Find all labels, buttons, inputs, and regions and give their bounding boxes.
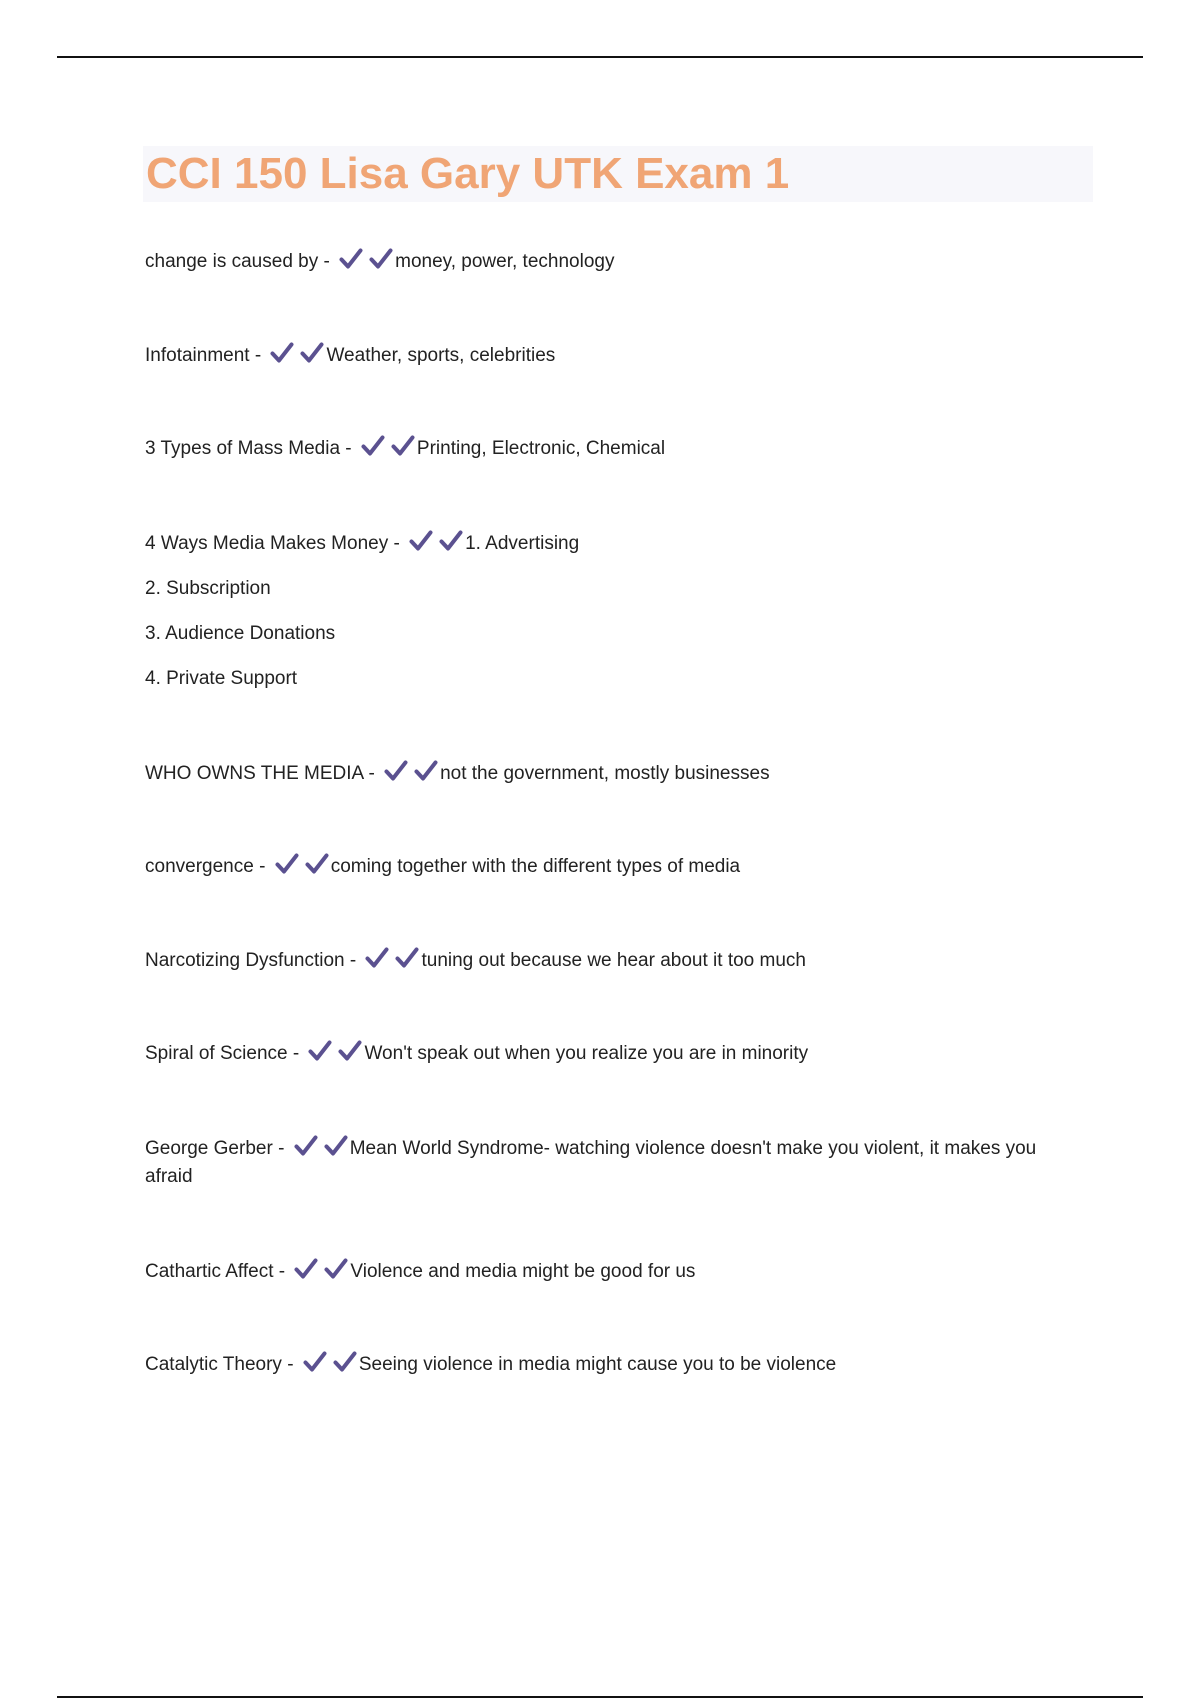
- qa-separator: -: [340, 438, 357, 459]
- qa-separator: -: [273, 1261, 291, 1282]
- checkmark-icon: [361, 435, 385, 457]
- checkmark-icon: [391, 435, 415, 457]
- checkmark-icon: [300, 342, 324, 364]
- qa-line: [145, 435, 1065, 463]
- qa-answer-line: 2. Subscription: [145, 578, 271, 599]
- qa-item: [145, 530, 1065, 693]
- qa-item: [145, 760, 1065, 788]
- checkmark-icon: [324, 1258, 348, 1280]
- checkmark-icon: [338, 1040, 362, 1062]
- qa-line: [145, 760, 1065, 788]
- title-band: [143, 146, 1093, 202]
- qa-item: [145, 435, 1065, 463]
- qa-separator: -: [388, 533, 406, 554]
- qa-answer: 1. Advertising: [465, 533, 580, 554]
- qa-term: WHO OWNS THE MEDIA: [145, 763, 364, 784]
- qa-answer: tuning out because we hear about it too much: [421, 950, 806, 971]
- qa-separator: -: [287, 1043, 305, 1064]
- checkmark-icon: [324, 1135, 348, 1157]
- qa-answer: Weather, sports, celebrities: [326, 345, 556, 366]
- qa-line: [145, 1351, 1065, 1379]
- qa-line: [145, 342, 1065, 370]
- qa-line: [145, 1258, 1065, 1286]
- double-check: [294, 1258, 348, 1280]
- double-check: [308, 1040, 362, 1062]
- double-check: [409, 530, 463, 552]
- checkmark-icon: [409, 530, 433, 552]
- qa-answer: Mean World Syndrome- watching violence doesn't make you violent, it makes you afraid: [145, 1138, 1037, 1187]
- qa-line: [145, 248, 1065, 276]
- qa-term: convergence: [145, 856, 254, 877]
- qa-answer-line: 4. Private Support: [145, 668, 298, 689]
- qa-term: Narcotizing Dysfunction: [145, 950, 345, 971]
- checkmark-icon: [305, 853, 329, 875]
- checkmark-icon: [308, 1040, 332, 1062]
- checkmark-icon: [395, 947, 419, 969]
- qa-line: [145, 1040, 1065, 1068]
- qa-separator: -: [272, 1138, 290, 1159]
- qa-term: Spiral of Science: [145, 1043, 288, 1064]
- qa-answer: Violence and media might be good for us: [350, 1261, 696, 1282]
- double-check: [270, 342, 324, 364]
- qa-term: Infotainment: [145, 345, 250, 366]
- qa-separator: -: [249, 345, 267, 366]
- bottom-rule: [57, 1696, 1143, 1698]
- checkmark-icon: [339, 248, 363, 270]
- double-check: [361, 435, 415, 457]
- checkmark-icon: [365, 947, 389, 969]
- double-check: [339, 248, 393, 270]
- qa-item: [145, 1351, 1065, 1379]
- qa-term: Cathartic Affect: [145, 1261, 274, 1282]
- document-title: CCI 150 Lisa Gary UTK Exam 1: [146, 149, 790, 198]
- qa-term: Catalytic Theory: [145, 1354, 282, 1375]
- qa-line: [145, 947, 1065, 975]
- qa-item: [145, 947, 1065, 975]
- qa-line: [145, 853, 1065, 881]
- qa-line: [145, 1135, 1065, 1191]
- double-check: [294, 1135, 348, 1157]
- qa-term: 4 Ways Media Makes Money: [145, 533, 389, 554]
- qa-answer: Seeing violence in media might cause you to be violence: [358, 1354, 837, 1375]
- double-check: [275, 853, 329, 875]
- qa-separator: -: [344, 950, 362, 971]
- checkmark-icon: [303, 1351, 327, 1373]
- qa-item: [145, 248, 1065, 276]
- checkmark-icon: [439, 530, 463, 552]
- qa-term: 3 Types of Mass Media: [145, 438, 341, 459]
- qa-item: [145, 853, 1065, 881]
- qa-separator: -: [253, 856, 271, 877]
- qa-answer-line: 3. Audience Donations: [145, 623, 336, 644]
- checkmark-icon: [414, 760, 438, 782]
- qa-answer: money, power, technology: [395, 251, 615, 272]
- checkmark-icon: [294, 1258, 318, 1280]
- qa-line: [145, 530, 1065, 558]
- qa-separator: -: [281, 1354, 299, 1375]
- double-check: [303, 1351, 357, 1373]
- checkmark-icon: [275, 853, 299, 875]
- checkmark-icon: [369, 248, 393, 270]
- double-check: [384, 760, 438, 782]
- double-check: [365, 947, 419, 969]
- qa-answer: coming together with the different types of media: [330, 856, 741, 877]
- checkmark-icon: [333, 1351, 357, 1373]
- qa-separator: -: [318, 251, 336, 272]
- qa-term: George Gerber: [145, 1138, 273, 1159]
- qa-term: change is caused by: [145, 251, 319, 272]
- qa-item: [145, 1040, 1065, 1068]
- qa-answer: Printing, Electronic, Chemical: [416, 438, 666, 459]
- checkmark-icon: [294, 1135, 318, 1157]
- checkmark-icon: [384, 760, 408, 782]
- checkmark-icon: [270, 342, 294, 364]
- qa-item: [145, 342, 1065, 370]
- qa-answer: not the government, mostly businesses: [440, 763, 770, 784]
- top-rule: [57, 56, 1143, 58]
- qa-item: [145, 1258, 1065, 1286]
- qa-item: [145, 1135, 1065, 1191]
- qa-answer: Won't speak out when you realize you are in minority: [364, 1043, 809, 1064]
- qa-separator: -: [363, 763, 381, 784]
